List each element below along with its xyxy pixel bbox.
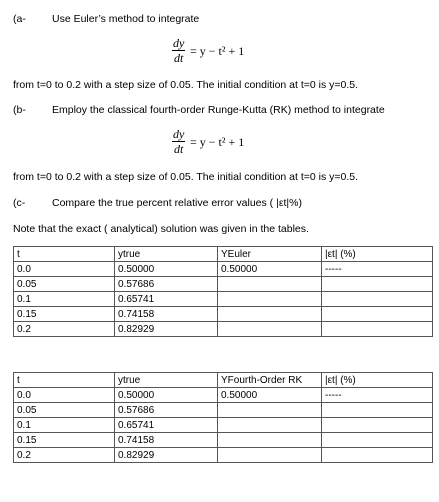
- cell-yrk: 0.50000: [218, 388, 322, 403]
- cell-t: 0.15: [14, 307, 115, 322]
- note-text: Note that the exact ( analytical) solution was given in the tables.: [13, 223, 309, 235]
- cell-yrk: [218, 433, 322, 448]
- cell-yrk: [218, 448, 322, 463]
- part-a-eq-denominator: dt: [173, 51, 184, 65]
- header-ytrue: ytrue: [115, 247, 218, 262]
- cell-t: 0.0: [14, 262, 115, 277]
- cell-yeuler: [218, 307, 322, 322]
- header-t: t: [14, 247, 115, 262]
- cell-error: -----: [322, 262, 433, 277]
- header-error: |εt| (%): [322, 247, 433, 262]
- part-a-range: from t=0 to 0.2 with a step size of 0.05. The initial condition at t=0 is y=0.5.: [13, 79, 359, 91]
- cell-error: [322, 403, 433, 418]
- cell-ytrue: 0.50000: [115, 262, 218, 277]
- cell-t: 0.05: [14, 403, 115, 418]
- table-row: [14, 433, 433, 448]
- cell-yeuler: 0.50000: [218, 262, 322, 277]
- cell-error: [322, 322, 433, 337]
- table-header-row: [14, 373, 433, 388]
- table-row: [14, 322, 433, 337]
- part-a-eq-rest: = y − t² + 1: [190, 44, 245, 58]
- header-t: t: [14, 373, 115, 388]
- part-a-instruction: Use Euler’s method to integrate: [52, 13, 200, 25]
- header-yeuler: YEuler: [218, 247, 322, 262]
- cell-yeuler: [218, 292, 322, 307]
- part-b-derivative: [172, 128, 185, 155]
- part-a-label: (a-: [13, 13, 26, 25]
- part-b-instruction: Employ the classical fourth-order Runge-Kutta (RK) method to integrate: [52, 104, 385, 116]
- table-row: [14, 388, 433, 403]
- cell-error: [322, 277, 433, 292]
- cell-ytrue: 0.57686: [115, 403, 218, 418]
- cell-error: [322, 433, 433, 448]
- part-c-label: (c-: [13, 197, 26, 209]
- cell-error: [322, 307, 433, 322]
- cell-error: -----: [322, 388, 433, 403]
- part-b-range: from t=0 to 0.2 with a step size of 0.05. The initial condition at t=0 is y=0.5.: [13, 171, 359, 183]
- cell-t: 0.1: [14, 418, 115, 433]
- cell-error: [322, 292, 433, 307]
- part-b-eq-denominator: dt: [173, 142, 184, 156]
- rk4-table: [13, 372, 433, 463]
- cell-t: 0.2: [14, 448, 115, 463]
- cell-ytrue: 0.57686: [115, 277, 218, 292]
- part-a-eq-numerator: dy: [173, 36, 185, 50]
- table-row: [14, 262, 433, 277]
- cell-ytrue: 0.74158: [115, 433, 218, 448]
- cell-error: [322, 448, 433, 463]
- cell-ytrue: 0.50000: [115, 388, 218, 403]
- cell-error: [322, 418, 433, 433]
- cell-yeuler: [218, 277, 322, 292]
- cell-ytrue: 0.82929: [115, 322, 218, 337]
- part-a-derivative: [172, 37, 185, 64]
- cell-ytrue: 0.65741: [115, 418, 218, 433]
- cell-t: 0.15: [14, 433, 115, 448]
- cell-ytrue: 0.65741: [115, 292, 218, 307]
- header-error: |εt| (%): [322, 373, 433, 388]
- cell-yrk: [218, 418, 322, 433]
- part-b-eq-numerator: dy: [173, 127, 185, 141]
- cell-t: 0.1: [14, 292, 115, 307]
- cell-t: 0.0: [14, 388, 115, 403]
- cell-ytrue: 0.74158: [115, 307, 218, 322]
- cell-t: 0.05: [14, 277, 115, 292]
- header-ytrue: ytrue: [115, 373, 218, 388]
- table-row: [14, 448, 433, 463]
- cell-ytrue: 0.82929: [115, 448, 218, 463]
- cell-yrk: [218, 403, 322, 418]
- part-b-label: (b-: [13, 104, 26, 116]
- table-row: [14, 307, 433, 322]
- part-b-eq-rest: = y − t² + 1: [190, 135, 245, 149]
- part-c-instruction: Compare the true percent relative error values ( |εt|%): [52, 197, 302, 209]
- euler-table: [13, 246, 433, 337]
- cell-yeuler: [218, 322, 322, 337]
- table-row: [14, 277, 433, 292]
- table-row: [14, 418, 433, 433]
- cell-t: 0.2: [14, 322, 115, 337]
- table-row: [14, 292, 433, 307]
- table-header-row: [14, 247, 433, 262]
- table-row: [14, 403, 433, 418]
- header-yrk: YFourth-Order RK: [218, 373, 322, 388]
